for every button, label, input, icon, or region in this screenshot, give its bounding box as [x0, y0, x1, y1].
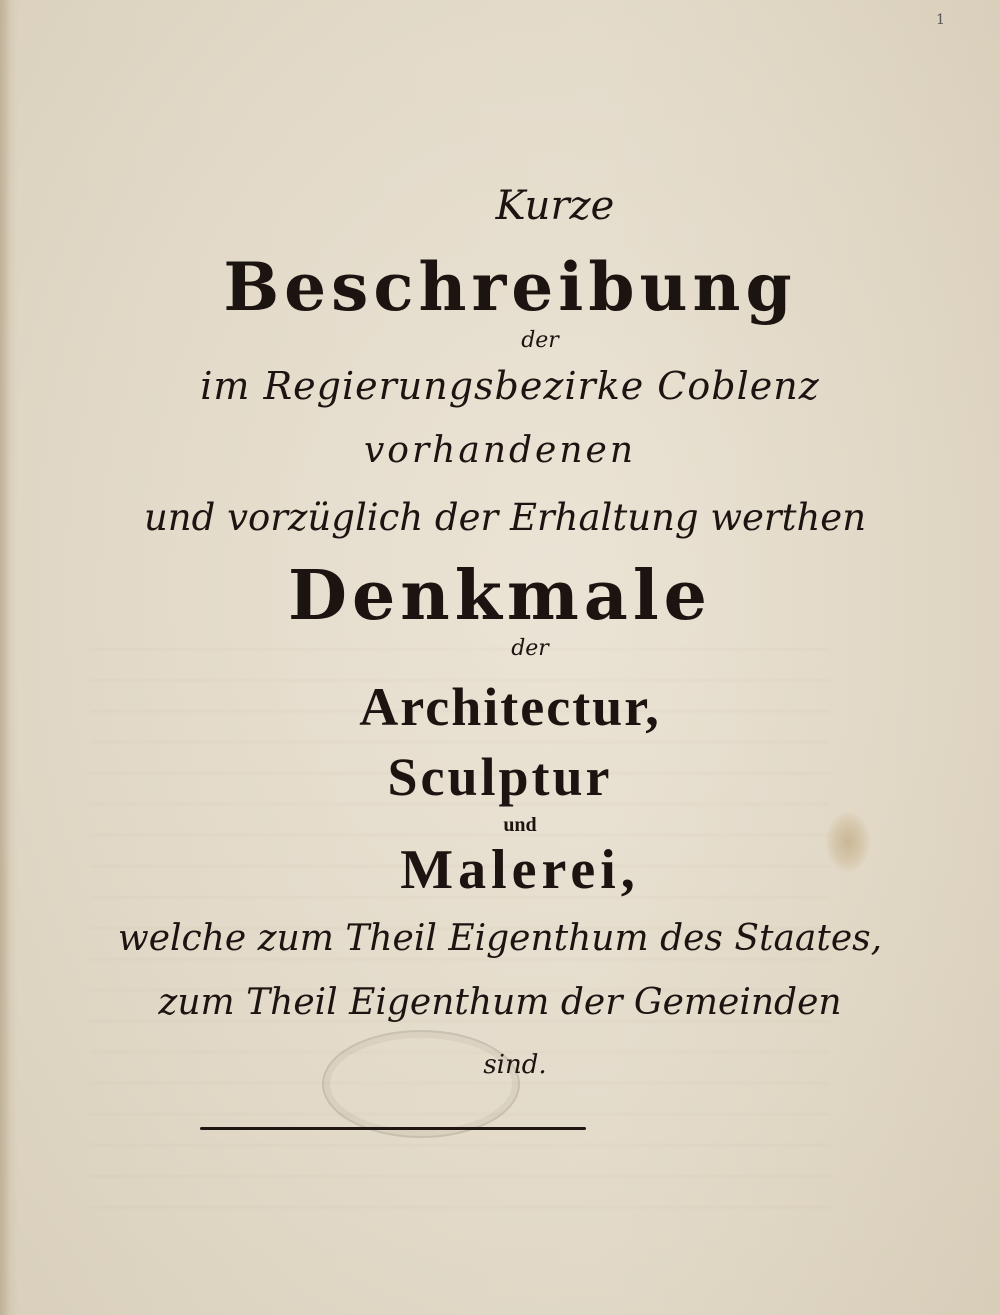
title-line-denkmale: Denkmale [288, 556, 712, 636]
page-number-mark: 1 [936, 12, 945, 28]
closing-rule [200, 1127, 586, 1130]
title-line-gemeinden: zum Theil Eigenthum der Gemeinden [158, 982, 842, 1023]
library-stamp [322, 1030, 520, 1138]
title-line-beschreibung: Beschreibung [223, 248, 797, 326]
title-line-architectur: Architectur, [359, 677, 661, 737]
title-line-der-2: der [511, 636, 549, 661]
title-line-regierungsbezirk: im Regierungsbezirke Coblenz [200, 364, 820, 408]
title-line-staates: welche zum Theil Eigenthum des Staates, [117, 918, 883, 959]
title-line-und: und [503, 814, 537, 836]
title-line-kurze: Kurze [495, 183, 615, 229]
title-line-erhaltung: und vorzüglich der Erhaltung werthen [143, 496, 867, 539]
title-line-sculptur: Sculptur [387, 747, 613, 807]
title-line-vorhandenen: vorhandenen [363, 430, 637, 471]
title-line-malerei: Malerei, [400, 839, 640, 901]
title-line-sind: sind. [483, 1050, 547, 1080]
title-line-der-1: der [521, 328, 559, 353]
